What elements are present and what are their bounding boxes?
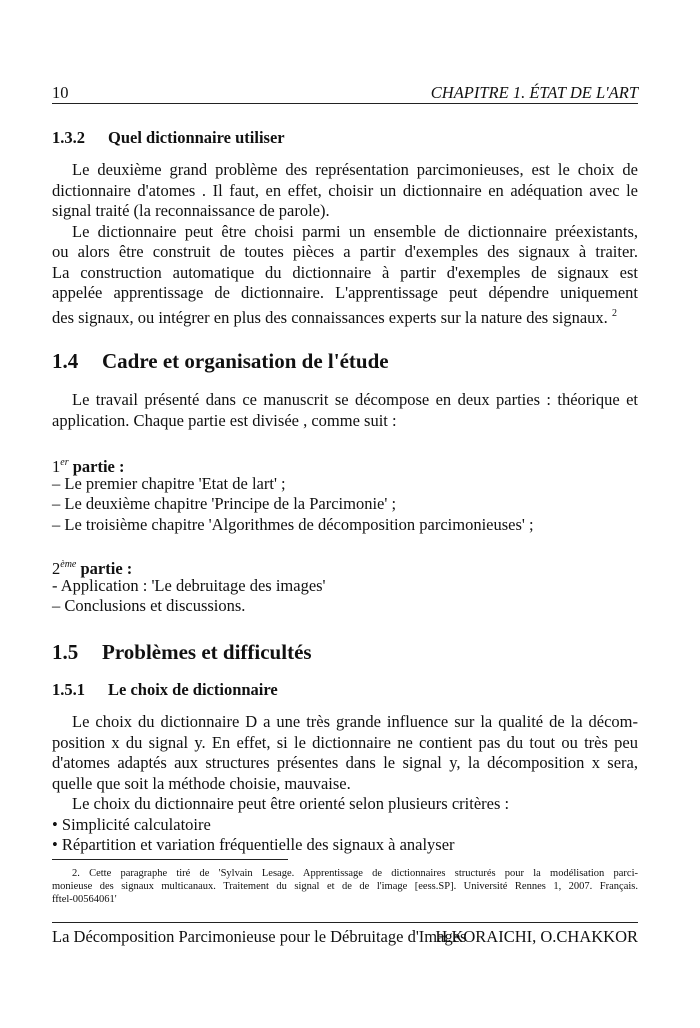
section-heading-1-4 xyxy=(52,348,638,374)
list-item: – Conclusions et discussions. xyxy=(52,596,246,615)
list-item: - Application : 'Le debruitage des images' xyxy=(52,575,326,595)
part-number: 1 xyxy=(52,457,61,476)
section-title: Problèmes et difficultés xyxy=(102,640,312,664)
part-label: partie : xyxy=(72,457,125,476)
paragraph-line: Le choix du dictionnaire peut être orienté selon plusieurs critères : xyxy=(72,794,510,813)
paragraph-line: La construction automatique du dictionnaire à partir d'exemples de signaux est xyxy=(52,262,638,282)
paragraph-line: signal traité (la reconnaissance de parole). xyxy=(52,201,330,220)
list-item: – Le troisième chapitre 'Algorithmes de décomposition parcimonieuses' ; xyxy=(52,514,534,534)
paragraph-line: dictionnaire d'atomes . Il faut, en effet, choisir un dictionnaire en adéquation avec le xyxy=(52,180,638,200)
part-2-heading xyxy=(52,555,638,578)
section-title: Cadre et organisation de l'étude xyxy=(102,349,389,373)
paragraph-line: ou alors être construit de toutes pièces a partir d'exemples des signaux à traiter. xyxy=(52,242,638,261)
part-ordinal: er xyxy=(60,457,69,468)
section-title: Quel dictionnaire utiliser xyxy=(108,128,285,147)
bullet-item: • Simplicité calculatoire xyxy=(52,814,211,834)
bullet-item: • Répartition et variation fréquentielle des signaux à analyser xyxy=(52,835,455,854)
section-number: 1.3.2 xyxy=(52,128,85,147)
section-heading-1-5 xyxy=(52,639,638,665)
part-number: 2 xyxy=(52,559,61,578)
paragraph-line: Le dictionnaire peut être choisi parmi un ensemble de dictionnaire préexistants, xyxy=(72,221,638,241)
list-item: – Le premier chapitre 'Etat de lart' ; xyxy=(52,473,286,493)
footnote-line: monieuse des signaux multicanaux. Traitement du signal et de de l'image [eess.SP]. Université Rennes 1, 2007. Français. xyxy=(52,881,638,892)
paragraph-line: application. Chaque partie est divisée , comme suit : xyxy=(52,410,397,430)
footer-authors: H.KORAICHI, O.CHAKKOR xyxy=(435,927,638,946)
section-number: 1.5 xyxy=(52,640,79,664)
section-number: 1.4 xyxy=(52,349,79,373)
paragraph-line: quelle que soit la méthode choisie, mauvaise. xyxy=(52,773,351,793)
paragraph-line: position x du signal y. En effet, si le dictionnaire ne contient pas du tout ou très peu xyxy=(52,732,638,752)
paragraph-line: appelée apprentissage de dictionnaire. L'apprentissage peut dépendre uniquement xyxy=(52,283,638,302)
footnote-rule xyxy=(52,859,288,860)
part-ordinal: ème xyxy=(60,559,77,570)
footnote-marker[interactable]: 2 xyxy=(611,307,617,319)
section-heading-1-5-1 xyxy=(52,680,638,700)
paragraph-text: des signaux, ou intégrer en plus des connaissances experts sur la nature des signaux. xyxy=(52,307,608,327)
section-heading-1-3-2 xyxy=(52,128,638,148)
paragraph-line: d'atomes adaptés aux structures présentes dans le signal y, la décomposition x sera, xyxy=(52,753,638,772)
paragraph-line-with-footnote xyxy=(52,304,638,327)
running-chapter-title: CHAPITRE 1. ÉTAT DE L'ART xyxy=(430,83,638,102)
paragraph-line: Le travail présenté dans ce manuscrit se décompose en deux parties : théorique et xyxy=(72,390,638,409)
footnote-line: fftel-00564061' xyxy=(52,894,117,905)
part-1-heading xyxy=(52,453,638,476)
list-item: – Le deuxième chapitre 'Principe de la Parcimonie' ; xyxy=(52,494,397,513)
paragraph-line: Le choix du dictionnaire D a une très grande influence sur la qualité de la décom- xyxy=(72,712,638,731)
footer-rule xyxy=(52,922,638,923)
paragraph-line: Le deuxième grand problème des représentation parcimonieuses, est le choix de xyxy=(72,160,638,179)
part-label: partie : xyxy=(80,559,133,578)
page-number: 10 xyxy=(52,83,69,102)
footer-title: La Décomposition Parcimonieuse pour le Débruitage d'Images xyxy=(52,927,467,946)
section-title: Le choix de dictionnaire xyxy=(108,680,278,699)
section-number: 1.5.1 xyxy=(52,680,85,699)
header-rule xyxy=(52,103,638,104)
footnote-line: 2. Cette paragraphe tiré de 'Sylvain Lesage. Apprentissage de dictionnaires structurés pour la modélisation parci- xyxy=(72,868,638,879)
